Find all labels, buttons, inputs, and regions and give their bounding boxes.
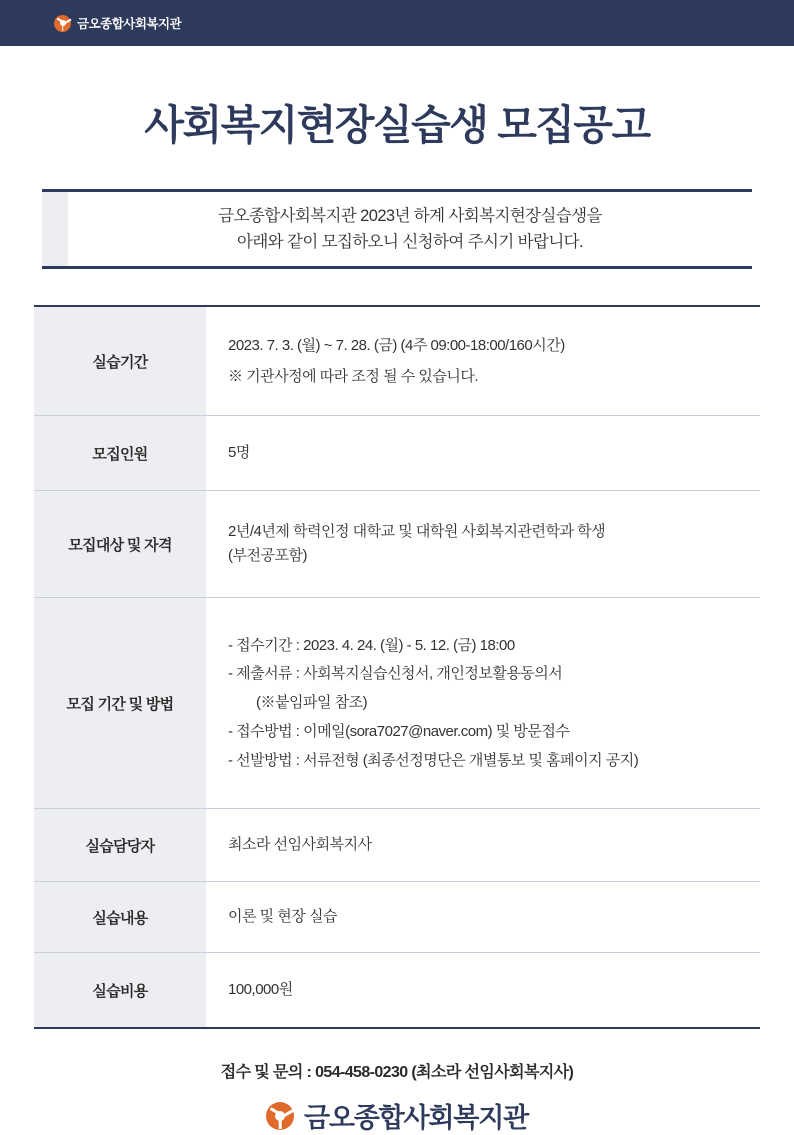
- value-line: - 선발방법 : 서류전형 (최종선정명단은 개별통보 및 홈페이지 공지): [228, 751, 639, 769]
- value-line: 이론 및 현장 실습: [228, 908, 337, 926]
- row-label: 실습내용: [34, 882, 206, 952]
- value-line: (※붙임파일 참조): [256, 694, 368, 712]
- intro-line-2: 아래와 같이 모집하오니 신청하여 주시기 바랍니다.: [236, 233, 584, 251]
- page-title: 사회복지현장실습생 모집공고: [144, 102, 650, 148]
- top-bar-org-name: 금오종합사회복지관: [77, 17, 182, 31]
- row-label: 실습비용: [34, 953, 206, 1027]
- intro-block: [42, 189, 752, 269]
- intro-accent-bar: [42, 192, 68, 266]
- value-line: - 제출서류 : 사회복지실습신청서, 개인정보활용동의서: [228, 665, 563, 683]
- table-row: [34, 953, 760, 1029]
- row-value: [206, 809, 760, 881]
- details-table: [34, 305, 760, 1029]
- value-line: - 접수기간 : 2023. 4. 24. (월) - 5. 12. (금) 18:00: [228, 636, 515, 654]
- table-row: [34, 307, 760, 416]
- intro-line-1: 금오종합사회복지관 2023년 하계 사회복지현장실습생을: [218, 206, 602, 225]
- row-label: 모집대상 및 자격: [34, 491, 206, 597]
- row-value: [206, 882, 760, 952]
- value-line: 100,000원: [228, 981, 293, 999]
- intro-text: [68, 192, 752, 266]
- row-label: 모집 기간 및 방법: [34, 598, 206, 808]
- row-label: 모집인원: [34, 416, 206, 490]
- table-row: [34, 416, 760, 491]
- value-line: - 접수방법 : 이메일(sora7027@naver.com) 및 방문접수: [228, 722, 570, 740]
- table-row: [34, 598, 760, 809]
- footer-org-name: 금오종합사회복지관: [304, 1103, 528, 1133]
- row-value: [206, 307, 760, 415]
- row-label: 실습담당자: [34, 809, 206, 881]
- circle-logo-icon: [54, 15, 71, 32]
- value-line: 최소라 선임사회복지사: [228, 836, 372, 854]
- top-bar: [0, 0, 794, 46]
- row-value: [206, 416, 760, 490]
- table-row: [34, 491, 760, 598]
- footer-contact: 접수 및 문의 : 054-458-0230 (최소라 선임사회복지사): [220, 1064, 574, 1081]
- value-line: ※ 기관사정에 따라 조정 될 수 있습니다.: [228, 367, 479, 385]
- value-line: 5명: [228, 444, 250, 462]
- brand-logo: [54, 14, 181, 32]
- table-row: [34, 882, 760, 953]
- row-label: 실습기간: [34, 307, 206, 415]
- row-value: [206, 598, 760, 808]
- table-row: [34, 809, 760, 882]
- footer-logo: [0, 1096, 794, 1135]
- circle-logo-icon: [266, 1102, 294, 1130]
- value-line: 2023. 7. 3. (월) ~ 7. 28. (금) (4주 09:00-18:00/160시간): [228, 336, 565, 354]
- row-value: [206, 953, 760, 1027]
- value-line: 2년/4년제 학력인정 대학교 및 대학원 사회복지관련학과 학생: [228, 523, 606, 541]
- value-line: (부전공포함): [228, 547, 307, 564]
- row-value: [206, 491, 760, 597]
